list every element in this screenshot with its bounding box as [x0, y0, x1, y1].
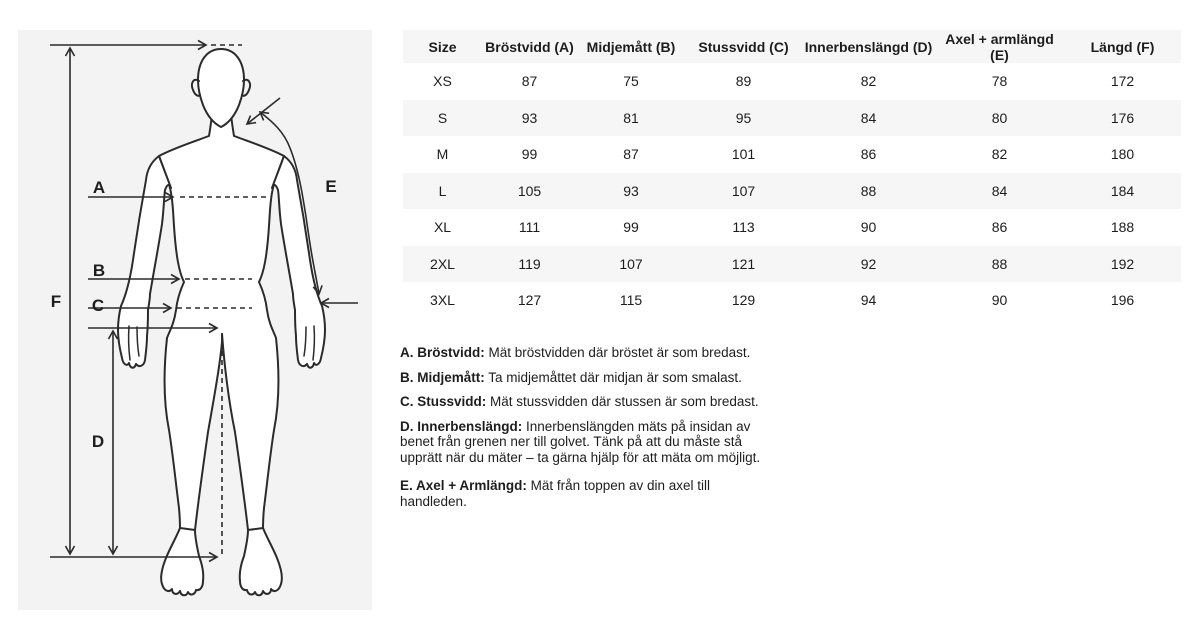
label-b: B [92, 261, 106, 280]
size-table-header-row [403, 30, 1181, 63]
torso-legs-outline [159, 115, 284, 530]
measurement-cell: 80 [935, 100, 1064, 137]
label-d: D [91, 432, 105, 451]
measurement-cell: 127 [517, 292, 542, 309]
description-a [400, 345, 778, 361]
measurement-cell: 84 [802, 100, 935, 137]
size-cell: M [436, 146, 449, 163]
measurement-cell: 192 [1064, 246, 1181, 283]
measurement-cell: 115 [619, 292, 643, 309]
measurement-cell: 81 [577, 100, 685, 137]
head-outline [198, 49, 244, 127]
measurement-cell: 172 [1110, 73, 1135, 90]
description-b-label: B. Midjemått: [400, 369, 485, 385]
measurement-cell: 105 [482, 173, 577, 210]
table-row-2xl [403, 246, 1181, 283]
measurement-cell: 87 [521, 73, 538, 90]
size-cell: 2XL [403, 246, 482, 283]
table-row-3xl [403, 282, 1181, 319]
measurement-descriptions [400, 345, 778, 519]
measurement-cell: 92 [802, 246, 935, 283]
description-d-text: Innerbenslängden mäts på insidan av benet från grenen ner till golvet. Tänk på att du måste stå upprätt när du mäter – ta gärna hjälp för att mäta om möjligt. [400, 419, 761, 465]
description-e-label: E. Axel + Armlängd: [400, 478, 527, 494]
size-cell: L [403, 173, 482, 210]
measurement-cell: 93 [482, 100, 577, 137]
body-measurement-diagram [18, 30, 372, 610]
size-table [403, 30, 1181, 319]
body-figure-svg [18, 30, 372, 610]
label-f: F [50, 292, 62, 311]
description-d-label: D. Innerbenslängd: [400, 419, 523, 435]
label-c: C [91, 296, 105, 315]
description-c-label: C. Stussvidd: [400, 394, 487, 410]
measurement-cell: 99 [521, 146, 538, 163]
measurement-cell: 180 [1110, 146, 1135, 163]
measurement-cell: 188 [1110, 219, 1135, 236]
description-a-label: A. Bröstvidd: [400, 345, 485, 360]
table-row-s [403, 100, 1181, 137]
label-e: E [325, 177, 337, 196]
column-header-chest: Bröstvidd (A) [482, 30, 577, 63]
measurement-cell: 184 [1064, 173, 1181, 210]
measurement-cell: 121 [685, 246, 802, 283]
measurement-cell: 107 [577, 246, 685, 283]
label-a: A [92, 178, 106, 197]
size-cell: XL [433, 219, 452, 236]
size-cell: XS [433, 73, 452, 90]
measurement-cell: 86 [860, 146, 877, 163]
measurement-cell: 86 [991, 219, 1008, 236]
measurement-cell: 99 [623, 219, 639, 236]
column-header-size: Size [403, 30, 482, 63]
description-c [400, 394, 778, 410]
column-header-inseam: Innerbenslängd (D) [802, 30, 935, 63]
measurement-cell: 93 [577, 173, 685, 210]
size-cell: S [403, 100, 482, 137]
description-e-text: Mät från toppen av din axel till handleden. [400, 478, 711, 510]
measurement-cell: 90 [860, 219, 877, 236]
right-arm-outline [272, 156, 325, 368]
measurement-cell: 82 [860, 73, 877, 90]
measurement-cell: 78 [991, 73, 1008, 90]
description-d [400, 419, 778, 465]
measurement-cell: 107 [685, 173, 802, 210]
table-row-m [403, 136, 1181, 173]
size-cell: 3XL [430, 292, 455, 309]
measurement-cell: 95 [685, 100, 802, 137]
table-row-l [403, 173, 1181, 210]
measurement-cell: 90 [991, 292, 1008, 309]
measurement-cell: 119 [482, 246, 577, 283]
measurement-cell: 75 [623, 73, 639, 90]
measurement-cell: 176 [1064, 100, 1181, 137]
measurement-cell: 113 [732, 219, 755, 236]
description-b [400, 370, 778, 386]
description-b-text: Ta midjemåttet där midjan är som smalast. [488, 369, 742, 385]
description-e [400, 478, 778, 510]
measurement-cell: 84 [935, 173, 1064, 210]
left-foot-outline [161, 528, 203, 595]
description-c-text: Mät stussvidden där stussen är som bredast. [490, 394, 759, 410]
measurement-cell: 94 [860, 292, 877, 309]
column-header-arm: Axel + armlängd (E) [935, 30, 1064, 63]
table-row-xl [403, 209, 1181, 246]
measurement-cell: 196 [1110, 292, 1135, 309]
description-a-text: Mät bröstvidden där bröstet är som bredast. [488, 345, 751, 360]
column-header-waist: Midjemått (B) [577, 30, 685, 63]
measurement-cell: 89 [735, 73, 752, 90]
measurement-cell: 87 [623, 146, 639, 163]
column-header-length: Längd (F) [1064, 30, 1181, 63]
measurement-cell: 82 [991, 146, 1008, 163]
shoulder-pointer-arrow [247, 98, 280, 124]
column-header-hip: Stussvidd (C) [685, 30, 802, 63]
measurement-cell: 88 [935, 246, 1064, 283]
measurement-cell: 111 [518, 219, 541, 236]
measurement-cell: 88 [802, 173, 935, 210]
table-row-xs [403, 63, 1181, 100]
left-arm-outline [118, 156, 171, 368]
right-foot-outline [240, 528, 282, 595]
measurement-cell: 101 [731, 146, 756, 163]
measurement-cell: 129 [731, 292, 756, 309]
